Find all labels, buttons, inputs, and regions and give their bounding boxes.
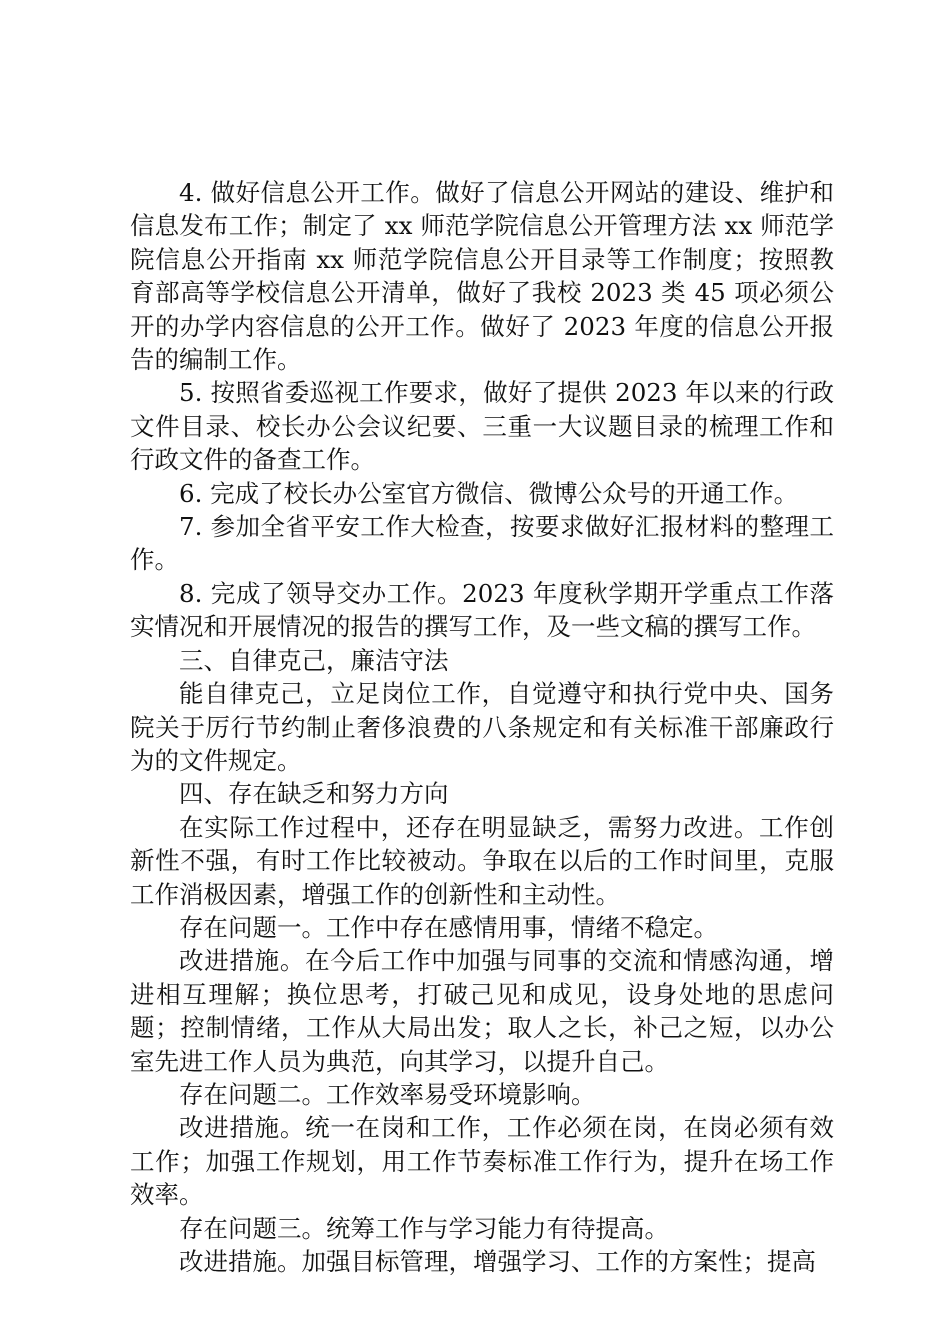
paragraph-measure-2: 改进措施。统一在岗和工作，工作必须在岗，在岗必须有效工作；加强工作规划，用工作节奏标准工作行为，提升在场工作效率。 [130,1113,834,1210]
document-body [130,176,834,1278]
paragraph-self-discipline: 能自律克己，立足岗位工作，自觉遵守和执行党中央、国务院关于厉行节约制止奢侈浪费的八条规定和有关标准干部廉政行为的文件规定。 [130,679,834,775]
paragraph-measure-3: 改进措施。加强目标管理，增强学习、工作的方案性；提高 [179,1247,816,1276]
section-heading-4: 四、存在缺乏和努力方向 [179,779,449,809]
paragraph-measure-1: 改进措施。在今后工作中加强与同事的交流和情感沟通，增进相互理解；换位思考，打破己见和成见，设身处地的思虑问题；控制情绪，工作从大局出发；取人之长，补己之短，以办公室先进工作人员为典范，向其学习，以提升自己。 [130,946,834,1076]
paragraph-item-6: 6. 完成了校长办公室官方微信、微博公众号的开通工作。 [179,478,799,508]
paragraph-item-8: 8. 完成了领导交办工作。2023 年度秋学期开学重点工作落实情况和开展情况的报告的撰写工作，及一些文稿的撰写工作。 [130,578,834,642]
section-heading-3: 三、自律克己，廉洁守法 [179,645,449,675]
paragraph-problem-2: 存在问题二。工作效率易受环境影响。 [179,1079,596,1109]
paragraph-item-7: 7. 参加全省平安工作大检查，按要求做好汇报材料的整理工作。 [130,512,834,575]
paragraph-shortcomings: 在实际工作过程中，还存在明显缺乏，需努力改进。工作创新性不强，有时工作比较被动。争取在以后的工作时间里，克服工作消极因素，增强工作的创新性和主动性。 [130,812,834,909]
paragraph-problem-3: 存在问题三。统筹工作与学习能力有待提高。 [179,1213,669,1243]
paragraph-problem-1: 存在问题一。工作中存在感情用事，情绪不稳定。 [179,912,718,942]
paragraph-item-5: 5. 按照省委巡视工作要求，做好了提供 2023 年以来的行政文件目录、校长办公会议纪要、三重一大议题目录的梳理工作和行政文件的备查工作。 [130,378,834,475]
paragraph-item-4: 4. 做好信息公开工作。做好了信息公开网站的建设、维护和信息发布工作；制定了 xx 师范学院信息公开管理方法 xx 师范学院信息公开指南 xx 师范学院信息公开目录等工作制度；按照教育部高等学校信息公开清单，做好了我校 2023 类 45 项必须公开的办学内容信息的公开工作。做好了 2023 年度的信息公开报告的编制工作。 [130,178,834,375]
